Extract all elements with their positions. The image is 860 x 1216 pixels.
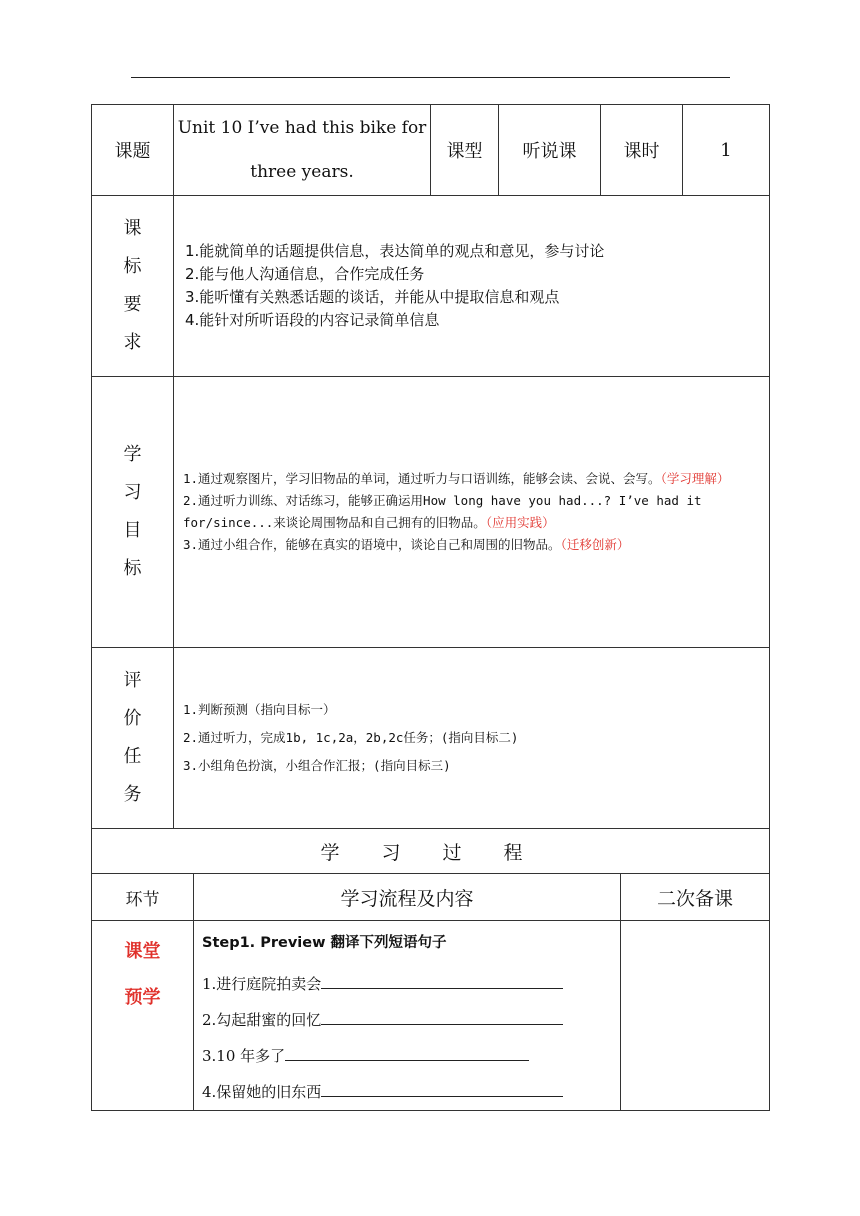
topic-value: [174, 105, 431, 196]
topic-line-1: Unit 10 I’ve had this bike for: [177, 118, 427, 138]
notes-column-header: 二次备课: [621, 874, 770, 921]
type-value: 听说课: [499, 105, 601, 196]
header-rule: [131, 77, 730, 78]
stage-column-header: 环节: [92, 874, 194, 921]
period-value: 1: [683, 105, 770, 196]
lesson-info-table: [91, 104, 770, 829]
objective-item: 1.通过观察图片，学习旧物品的单词，通过听力与口语训练，能够会读、会说、会写。（学习理解）: [183, 471, 730, 486]
step-content: [194, 921, 621, 1111]
phrase-row: 1.进行庭院拍卖会: [202, 966, 612, 1002]
curriculum-item: 4.能针对所听语段的内容记录简单信息: [185, 311, 440, 329]
period-label: 课时: [601, 105, 683, 196]
process-title: 学 习 过 程: [92, 829, 770, 874]
assessment-label: 评 价 任 务: [92, 648, 174, 829]
objective-item: 2.通过听力训练、对话练习，能够正确运用How long have you had...? I’ve had it for/since...来谈论周围物品和自己拥有的旧物品。（应用实践）: [183, 493, 702, 530]
learning-process-table: [91, 828, 770, 1111]
objective-item: 3.通过小组合作，能够在真实的语境中，谈论自己和周围的旧物品。（迁移创新）: [183, 537, 630, 552]
topic-line-2: three years.: [250, 162, 354, 182]
curriculum-label: 课 标 要 求: [92, 196, 174, 377]
stage-preview: 课堂 预学: [92, 921, 194, 1111]
curriculum-requirements: [174, 196, 770, 377]
type-label: 课型: [431, 105, 499, 196]
answer-blank[interactable]: [321, 1080, 563, 1097]
phrase-row: 3.10 年多了: [202, 1038, 612, 1074]
curriculum-item: 2.能与他人沟通信息，合作完成任务: [185, 265, 425, 283]
assessment-item: 2.通过听力，完成1b, 1c,2a，2b,2c任务；(指向目标二): [183, 730, 519, 745]
answer-blank[interactable]: [321, 972, 563, 989]
content-column-header: 学习流程及内容: [194, 874, 621, 921]
notes-cell[interactable]: [621, 921, 770, 1111]
step-title: Step1. Preview 翻译下列短语句子: [202, 935, 447, 951]
answer-blank[interactable]: [321, 1008, 563, 1025]
phrase-row: 4.保留她的旧东西: [202, 1074, 612, 1110]
phrase-row: 2.勾起甜蜜的回忆: [202, 1002, 612, 1038]
objectives-label: 学 习 目 标: [92, 377, 174, 648]
curriculum-item: 3.能听懂有关熟悉话题的谈话，并能从中提取信息和观点: [185, 288, 560, 306]
answer-blank[interactable]: [285, 1044, 529, 1061]
curriculum-item: 1.能就简单的话题提供信息，表达简单的观点和意见，参与讨论: [185, 242, 605, 260]
assessment-tasks: [174, 648, 770, 829]
topic-label: 课题: [92, 105, 174, 196]
assessment-item: 1.判断预测（指向目标一）: [183, 702, 336, 717]
assessment-item: 3.小组角色扮演，小组合作汇报；(指向目标三): [183, 758, 451, 773]
learning-objectives: [174, 377, 770, 648]
